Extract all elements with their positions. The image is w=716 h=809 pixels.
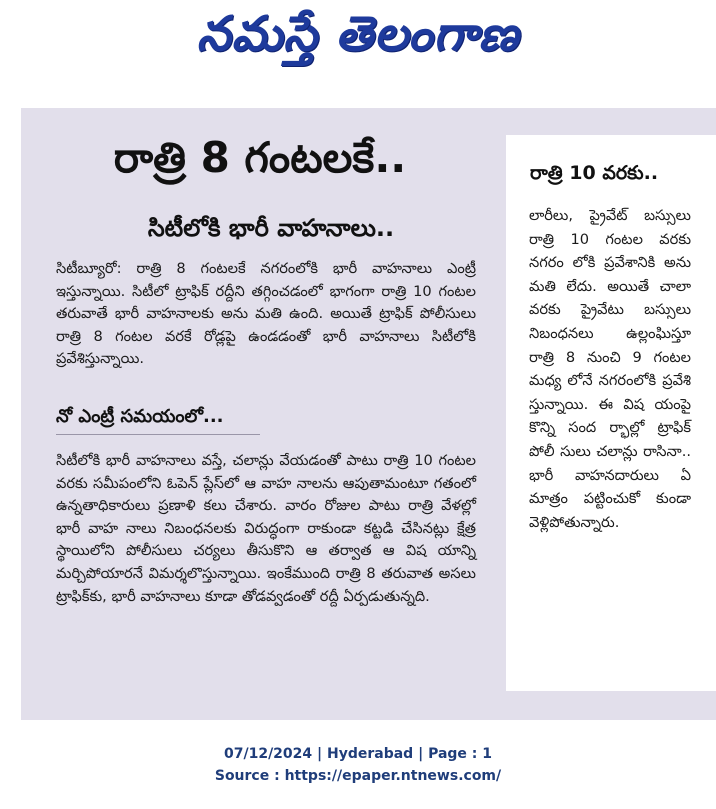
footer-date-line: 07/12/2024 | Hyderabad | Page : 1 [223, 746, 493, 762]
article-paragraph-1: సిటీబ్యూరో: రాత్రి 8 గంటలకే నగరంలోకి భారీ వాహనాలు ఎంట్రీ ఇస్తున్నాయి. సిటీలో ట్రాఫిక్ రద్దీని తగ్గించడంలో భాగంగా రాత్రి 10 గంటల తరువాతే భారీ వాహనాలకు అను మతి ఉంది. అయితే ట్రాఫిక్ పోలీసులు రాత్రి 8 గంటల వరకే రోడ్లపై ఉండడంతో భారీ వాహనాలు సిటీలోకి ప్రవేశిస్తున్నాయి. [56, 260, 476, 368]
sidebar-title: రాత్రి 10 వరకు.. [530, 162, 659, 184]
article-subheadline: సిటీలోకి భారీ వాహనాలు.. [147, 214, 395, 242]
article-headline: రాత్రి 8 గంటలకే.. [113, 133, 407, 182]
newspaper-masthead [0, 0, 716, 92]
section-heading-text: నో ఎంట్రీ సమయంలో... [56, 406, 224, 427]
sidebar-body: లారీలు, ప్రైవేట్ బస్సులు రాత్రి 10 గంటల వరకు నగరం లోకి ప్రవేశానికి అను మతి లేదు. అయితే చాలా వరకు ప్రైవేటు బస్సులు నిబంధనలు ఉల్లంఘిస్తూ రాత్రి 8 నుంచి 9 గంటల మధ్య లోనే నగరంలోకి ప్రవేశి స్తున్నాయి. ఈ విష యంపై కొన్ని సంద ర్భాల్లో ట్రాఫిక్ పోలీ సులు చలాన్లు రాసినా.. భారీ వాహనదారులు ఏ మాత్రం పట్టించుకో కుండా వెళ్లిపోతున్నారు. [529, 207, 691, 531]
article-paragraph-2: సిటీలోకి భారీ వాహనాలు వస్తే, చలాన్లు వేయడంతో పాటు రాత్రి 10 గంటల వరకు సమీపంలోని ఓపెన్ ప్లేస్‌లో ఆ వాహ నాలను ఆపుతామంటూ గతంలో ఉన్నతాధికారులు ప్రణాళి కలు చేశారు. వారం రోజుల పాటు రాత్రి వేళల్లో భారీ వాహ నాలు నిబంధనలకు విరుద్ధంగా రాకుండా కట్టడి చేసినట్లు క్షేత్ర స్థాయిలోని పోలీసులు చర్యలు తీసుకొని ఆ తర్వాత ఆ విష యాన్ని మర్చిపోయారనే విమర్శలొస్తున్నాయి. ఇంకేముంది రాత్రి 8 తరువాత అసలు ట్రాఫిక్‌కు, భారీ వాహనాలు కూడా తోడవ్వడంతో రద్దీ ఏర్పడుతున్నది. [56, 452, 476, 605]
section-heading [56, 400, 260, 435]
footer-source-line: Source : https://epaper.ntnews.com/ [214, 768, 502, 784]
masthead-title: నమస్తే తెలంగాణ [196, 6, 520, 62]
